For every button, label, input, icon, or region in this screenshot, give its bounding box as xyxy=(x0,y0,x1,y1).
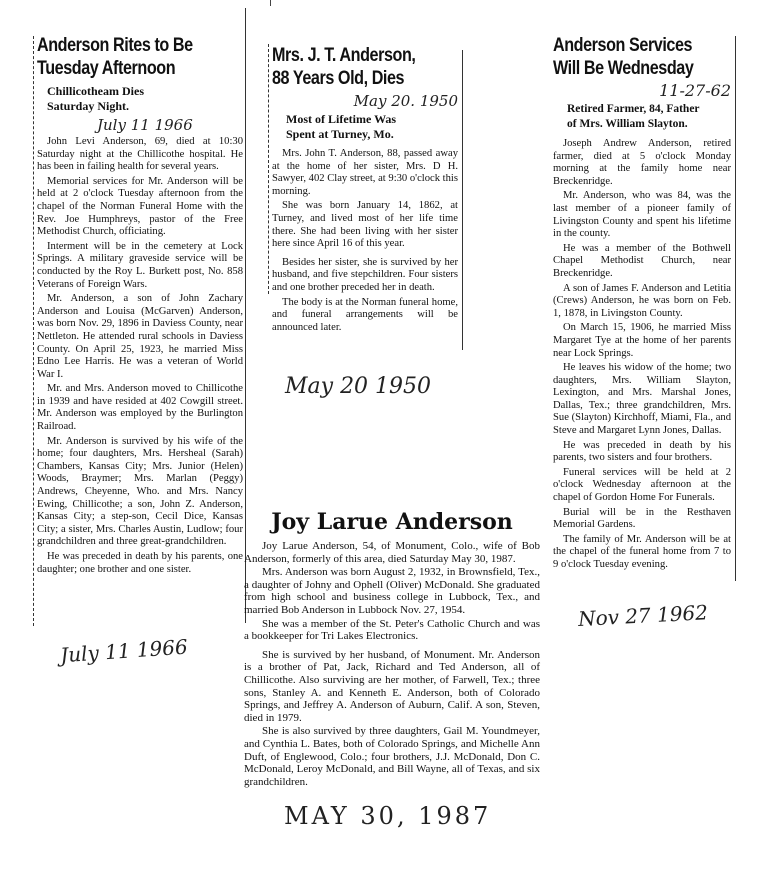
headline-line-2: 88 Years Old, Dies xyxy=(272,68,405,89)
handwritten-date: May 20 1950 xyxy=(285,374,432,400)
headline-line-2: Tuesday Afternoon xyxy=(37,58,176,79)
handwritten-date-top: July 11 1966 xyxy=(97,116,193,134)
headline-line-1: Anderson Rites to Be xyxy=(37,35,193,56)
headline-line-1: Anderson Services xyxy=(553,35,693,56)
scan-edge-marks xyxy=(270,0,271,6)
article-body: Mrs. John T. Anderson, 88, passed away at the home of her sister, Mrs. D H. Sawyer, 402 Clay street, at 9:30 o'clock this morning. She was born January 14, 1862, at Turney, and lived most of her life time there. She had been living with her sister here since April 16 of this year. Besides her sister, she is survived by her husband, and five stepchildren. Four sisters and one brother preceded her in death. The body is at the Norman funeral home, and funeral arrangements will be announced later. xyxy=(272,148,458,333)
subheadline: Most of Lifetime Was Spent at Turney, Mo. xyxy=(286,112,397,141)
handwritten-date-top: 11-27-62 xyxy=(659,81,731,100)
clipping-edge xyxy=(462,50,463,350)
handwritten-date: Nov 27 1962 xyxy=(577,599,709,631)
obituary-john-levi-anderson xyxy=(37,34,243,668)
handwritten-date: July 11 1966 xyxy=(59,634,189,668)
obituary-mrs-j-t-anderson xyxy=(272,44,458,400)
clipping-edge xyxy=(268,44,269,294)
clipping-edge xyxy=(33,36,34,626)
clipping-edge xyxy=(735,36,736,581)
obituary-joy-larue-anderson: Joy Larue Anderson Joy Larue Anderson, 54, of Monument, Colo., wife of Bob Anderson, formerly of this area, died Saturday May 30, 1987. Mrs. Anderson was born August 2, 1932, in Brownsfield, Tex., a daughter of Johny and Ophell (Oliver) McDonald. She graduated from high school and business college in Lubbock, Tex., and married Bob Anderson in Lubbock Nov. 27, 1954. She was a member of the St. Peter's Catholic Church and was a bookkeeper for Tri Lakes Electronics. She is survived by her husband, of Monument. Mr. Anderson is a brother of Pat, Jack, Richard and Ted Anderson, all of Chillicothe. Also surviving are her mother, of Farwell, Tex.; three sons, Stanley A. and Kenneth E. Anderson, both of Colorado Springs, and Jeffrey A. Anderson of Auburn, Calif. A son, Steven, died in 1979. She is also survived by three daughters, Gail M. Youndmeyer, and Cynthia L. Bates, both of Colorado Springs, and Michelle Ann Duft, of Englewood, Colo.; four brothers, J.J. McDonald, Don C. McDonald, Leroy McDonald, and Bill Wayne, all of Texas, and six grandchildren. MAY 30, 1987 xyxy=(244,509,540,831)
article-body: Joseph Andrew Anderson, retired farmer, died at 5 o'clock Monday morning at the family home near Breckenridge. Mr. Anderson, who was 84, was the last member of a pioneer family of Livingston County and spent his lifetime in the county. He was a member of the Bothwell Chapel Methodist Church, near Breckenridge. A son of James F. Anderson and Letitia (Crews) Anderson, he was born on Feb. 1, 1878, in Livingston County. On March 15, 1906, he married Miss Margaret Tye at the home of her parents near Lock Springs. He leaves his widow of the home; two daughters, Mrs. William Slayton, Lexington, and Mrs. Marshal Jones, Dallas, Tex.; three grandchildren, Mrs. Sue (Slayton) Kirchhoff, Miami, Fla., and Steve and Margaret Lynn Jones, Dallas. He was preceded in death by his parents, two sisters and four brothers. Funeral services will be held at 2 o'clock Wednesday afternoon at the chapel of Gordon Home For Funerals. Burial will be in the Resthaven Memorial Gardens. The family of Mr. Anderson will be at the chapel of the funeral home from 7 to 9 o'clock Tuesday evening. xyxy=(553,138,731,570)
article-body: John Levi Anderson, 69, died at 10:30 Saturday night at the Chillicothe hospital. He has been in failing health for several years. Memorial services for Mr. Anderson will be held at 2 o'clock Tuesday afternoon from the chapel of the Norman Funeral Home with the Rev. Joe Humphreys, pastor of the Free Methodist Church, officiating. Interment will be in the cemetery at Lock Springs. A military graveside service will be conducted by the Roy L. Burkett post, No. 858 Veterans of Foreign Wars. Mr. Anderson, a son of John Zachary Anderson and Louisa (McGarven) Anderson, was born Nov. 29, 1896 in Daviess County, near Nettleton. He attended rural schools in Daviess County. On April 25, 1923, he married Miss Edno Lee Harris. He was a veteran of World War I. Mr. and Mrs. Anderson moved to Chillicothe in 1939 and have resided at 402 Cowgill street. Mr. Anderson was employed by the Burlington Railroad. Mr. Anderson is survived by his wife of the home; four daughters, Mrs. Hersheal (Sarah) Chambers, Kansas City; Mrs. Junior (Helen) Woods, Braymer; Mrs. Marlan (Peggy) Andrews, Cheyenne, Who. and Mrs. Nancy Ewing, Chillicothe; a son, John Z. Anderson, Kansas City; a step-son, Cecil Dice, Kansas City; a sister, Mrs. Charles Austin, Ludlow; four grandchildren and three great-grandchildren. He was preceded in death by his parents, one daughter; one brother and one sister. xyxy=(37,136,243,575)
subheadline: Retired Farmer, 84, Father of Mrs. William Slayton. xyxy=(567,103,700,130)
headline-line-2: Will Be Wednesday xyxy=(553,58,694,79)
handwritten-date-top: May 20. 1950 xyxy=(353,92,458,110)
headline: Joy Larue Anderson xyxy=(271,509,513,535)
handwritten-date: MAY 30, 1987 xyxy=(284,802,492,831)
subheadline: Chillicotheam Dies Saturday Night. xyxy=(47,84,144,113)
obituary-joseph-andrew-anderson xyxy=(553,34,731,631)
headline-line-1: Mrs. J. T. Anderson, xyxy=(272,45,416,66)
